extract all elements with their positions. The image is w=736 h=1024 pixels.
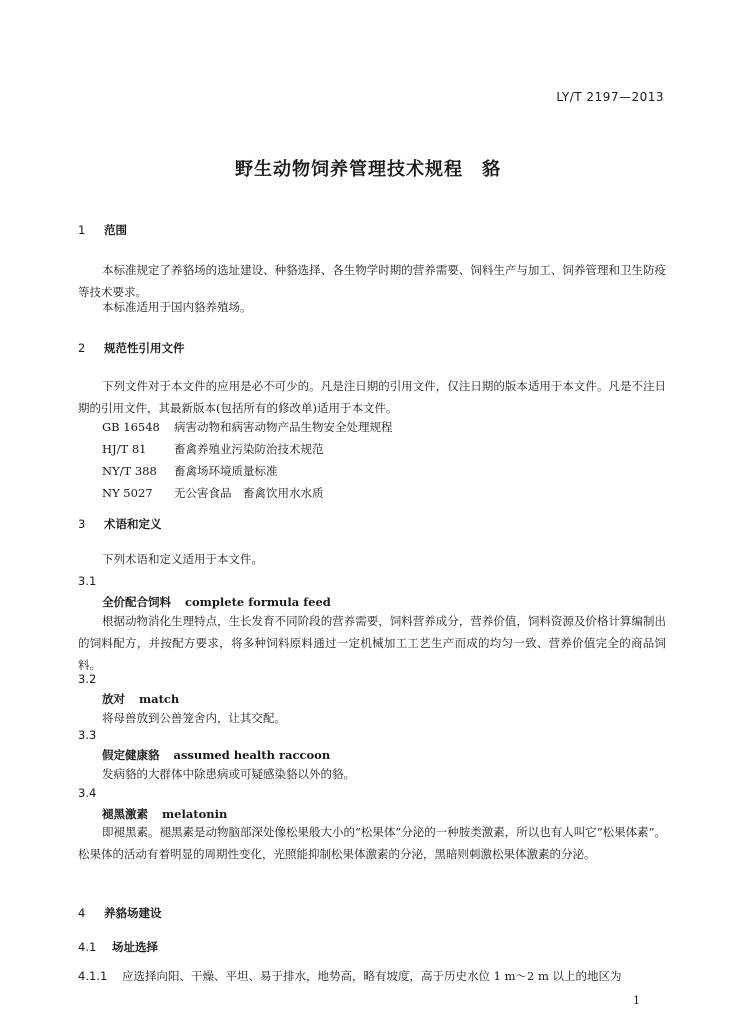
term-name	[102, 691, 179, 707]
subsection-heading-4-1	[78, 939, 158, 955]
subsection-title: 场址选择	[112, 940, 158, 954]
reference-code: NY 5027	[102, 486, 153, 500]
term-number: 3.4	[78, 786, 97, 800]
term-definition: 即褪黑素。褪黑素是动物脑部深处像松果般大小的“松果体”分泌的一种胺类激素，所以也有人叫它“松果体素”。松果体的活动有着明显的周期性变化，光照能抑制松果体激素的分泌，黑暗则刺激松果体激素的分泌。	[78, 825, 667, 861]
section-heading-3	[78, 516, 162, 532]
reference-code: GB 16548	[102, 420, 160, 434]
reference-name: 畜禽养殖业污染防治技术规范	[174, 442, 324, 456]
section-1-paragraph-2: 本标准适用于国内貉养殖场。	[102, 300, 252, 314]
section-title: 养貉场建设	[104, 906, 162, 920]
term-english: assumed health raccoon	[173, 748, 331, 762]
clause-4-1-1	[78, 968, 622, 984]
term-chinese: 放对	[102, 692, 125, 706]
reference-item	[102, 419, 393, 435]
section-heading-2	[78, 340, 185, 356]
term-definition: 发病貉的大群体中除患病或可疑感染貉以外的貉。	[102, 767, 355, 781]
reference-name: 病害动物和病害动物产品生物安全处理规程	[174, 420, 393, 434]
term-definition: 根据动物消化生理特点，生长发育不同阶段的营养需要，饲料营养成分，营养价值，饲料资源及价格计算编制出的饲料配方，并按配方要求，将多种饲料原料通过一定机械加工工艺生产而成的均匀一致、营养价值完全的商品饲料。	[78, 614, 666, 672]
section-title: 术语和定义	[104, 517, 162, 531]
section-heading-1	[78, 222, 127, 238]
section-number: 2	[78, 341, 86, 355]
term-number: 3.2	[78, 672, 97, 686]
reference-item	[102, 463, 278, 479]
reference-name: 畜禽场环境质量标准	[174, 464, 278, 478]
section-2-paragraph-1: 下列文件对于本文件的应用是必不可少的。凡是注日期的引用文件，仅注日期的版本适用于本文件。凡是不注日期的引用文件，其最新版本(包括所有的修改单)适用于本文件。	[78, 379, 666, 415]
term-number: 3.3	[78, 728, 97, 742]
term-chinese: 全价配合饲料	[102, 595, 171, 609]
term-name	[102, 747, 330, 763]
reference-name: 无公害食品 畜禽饮用水水质	[174, 486, 324, 500]
reference-code: HJ/T 81	[102, 442, 147, 456]
term-name	[102, 806, 227, 822]
reference-code: NY/T 388	[102, 464, 157, 478]
term-number: 3.1	[78, 574, 97, 588]
section-number: 3	[78, 517, 86, 531]
section-title: 范围	[104, 223, 127, 237]
standard-code: LY/T 2197—2013	[556, 90, 664, 104]
page-number: 1	[633, 994, 640, 1007]
term-chinese: 褪黑激素	[102, 807, 148, 821]
section-number: 4	[78, 906, 86, 920]
term-name	[102, 594, 331, 610]
subsection-number: 4.1	[78, 940, 97, 954]
section-title: 规范性引用文件	[104, 341, 185, 355]
document-title: 野生动物饲养管理技术规程 貉	[235, 159, 501, 180]
clause-text: 应选择向阳、干燥、平坦、易于排水，地势高，略有坡度，高于历史水位 1 m～2 m 以上的地区为	[122, 969, 622, 983]
section-number: 1	[78, 223, 86, 237]
reference-item	[102, 485, 324, 501]
section-3-intro: 下列术语和定义适用于本文件。	[102, 552, 263, 566]
reference-item	[102, 441, 324, 457]
term-definition: 将母兽放到公兽笼舍内，让其交配。	[102, 711, 286, 725]
term-english: complete formula feed	[185, 595, 331, 609]
section-heading-4	[78, 905, 162, 921]
term-chinese: 假定健康貉	[102, 748, 160, 762]
term-english: match	[139, 692, 180, 706]
clause-number: 4.1.1	[78, 969, 108, 983]
term-english: melatonin	[162, 807, 228, 821]
section-1-paragraph-1: 本标准规定了养貉场的选址建设、种貉选择、各生物学时期的营养需要、饲料生产与加工、饲养管理和卫生防疫等技术要求。	[78, 263, 666, 299]
